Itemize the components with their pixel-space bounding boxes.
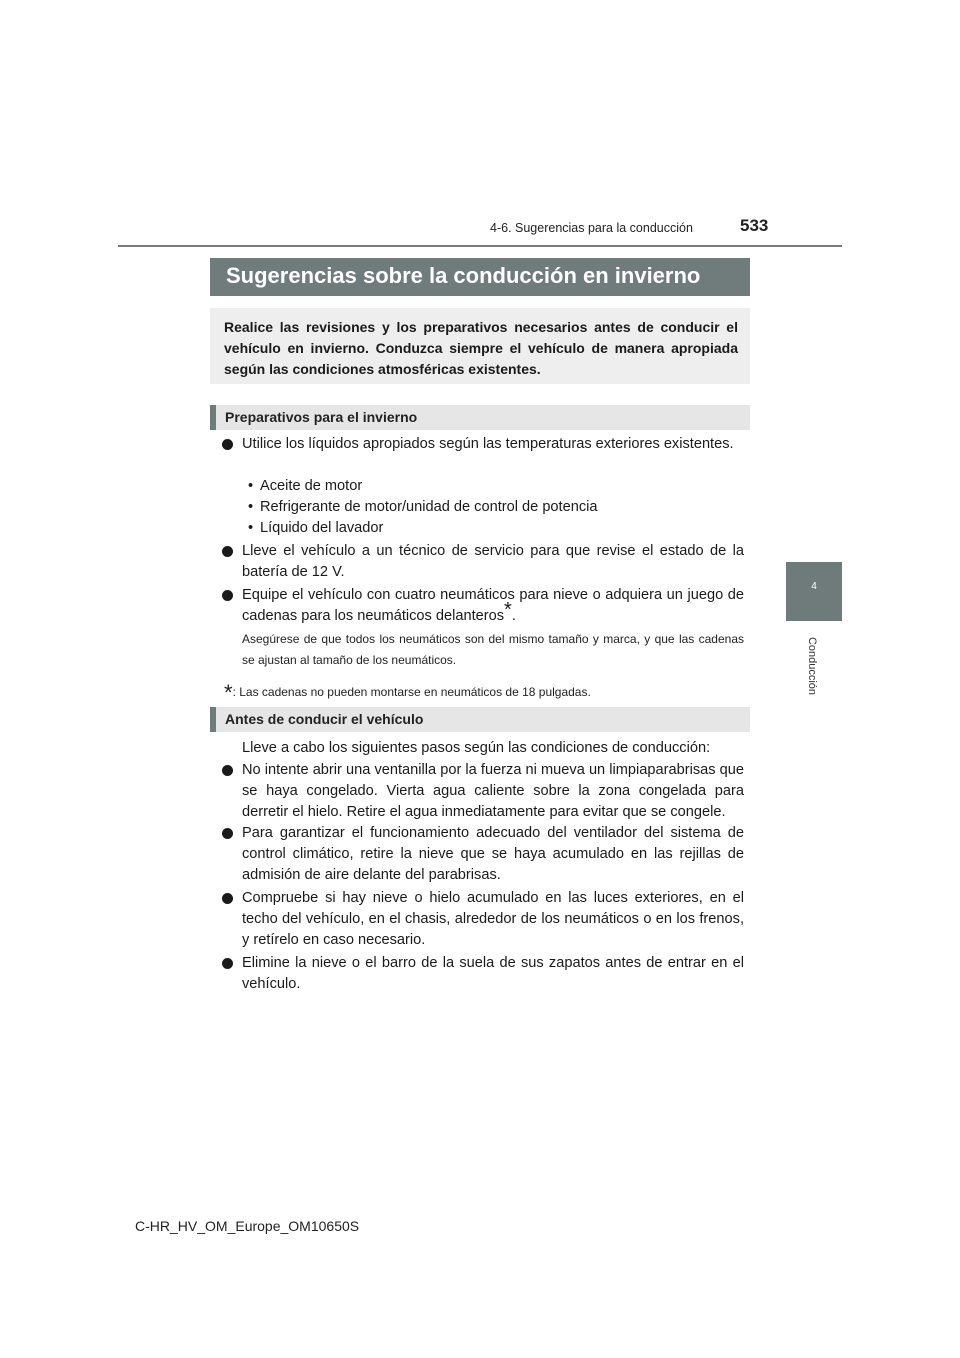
list-item <box>222 541 744 583</box>
list-item-text: Para garantizar el funcionamiento adecuado del ventilador del sistema de control climático, retire la nieve que se haya acumulado en las rejillas de admisión de aire delante del parabrisas. <box>242 825 744 883</box>
chapter-label: Conducción <box>806 636 818 696</box>
list-item-text: Utilice los líquidos apropiados según las temperaturas exteriores existentes. <box>242 436 734 452</box>
list-item <box>222 434 744 455</box>
note-text: Asegúrese de que todos los neumáticos son del mismo tamaño y marca, y que las cadenas se ajustan al tamaño de los neumáticos. <box>242 632 744 667</box>
section-heading-text: Preparativos para el invierno <box>225 409 418 425</box>
page-number: 533 <box>740 216 769 235</box>
list-item-text: Lleve el vehículo a un técnico de servicio para que revise el estado de la batería de 12 V. <box>242 543 744 580</box>
chapter-number: 4 <box>811 581 817 592</box>
bullet-dot-icon <box>222 765 233 776</box>
list-item-text-container <box>242 585 744 627</box>
asterisk-mark: * <box>504 599 512 622</box>
footnote-text: : Las cadenas no pueden montarse en neumáticos de 18 pulgadas. <box>232 685 591 699</box>
section-intro-text: Lleve a cabo los siguientes pasos según las condiciones de conducción: <box>242 740 711 756</box>
bullet-dot-icon <box>222 590 233 601</box>
section-heading-bar <box>210 405 216 430</box>
list-item <box>222 953 744 995</box>
list-item-end: . <box>511 608 516 624</box>
bullet-dot-icon <box>222 439 233 450</box>
list-item <box>222 585 744 627</box>
list-item <box>222 760 744 823</box>
sub-list-item: • Aceite de motor <box>252 476 362 497</box>
document-code-footer: C-HR_HV_OM_Europe_OM10650S <box>135 1218 360 1234</box>
list-item-text: No intente abrir una ventanilla por la fuerza ni mueva un limpiaparabrisas que se haya congelado. Vierta agua caliente sobre la zona congelada para derretir el hielo. Retire el agua inmediatamente para evitar que se congele. <box>242 762 744 820</box>
list-item-text: Elimine la nieve o el barro de la suela de sus zapatos antes de entrar en el vehículo. <box>242 955 744 992</box>
section-heading-winter-prep <box>210 405 750 430</box>
list-item <box>222 888 744 951</box>
bullet-dot-icon <box>222 893 233 904</box>
list-item-text: Equipe el vehículo con cuatro neumáticos para nieve o adquiera un juego de cadenas para los neumáticos delanteros <box>242 587 744 624</box>
chapter-label-container <box>776 630 848 702</box>
section-heading-bar <box>210 707 216 732</box>
footnote-asterisk: * <box>224 680 233 705</box>
section-heading-text: Antes de conducir el vehículo <box>225 711 424 727</box>
bullet-dot-icon <box>222 958 233 969</box>
chapter-tab <box>786 562 842 621</box>
bullet-dot-icon <box>222 828 233 839</box>
sub-list-item: • Líquido del lavador <box>252 518 383 539</box>
sub-list-item: • Refrigerante de motor/unidad de control de potencia <box>252 497 598 518</box>
page-title: Sugerencias sobre la conducción en invierno <box>226 263 701 288</box>
page-title-bar <box>210 258 750 296</box>
header-divider <box>118 245 842 247</box>
list-item <box>222 823 744 886</box>
footnote <box>224 676 591 705</box>
intro-box <box>210 308 750 384</box>
section-heading-before-driving <box>210 707 750 732</box>
header-section-title: 4-6. Sugerencias para la conducción <box>490 221 693 235</box>
bullet-dot-icon <box>222 546 233 557</box>
intro-text: Realice las revisiones y los preparativos necesarios antes de conducir el vehículo en invierno. Conduzca siempre el vehículo de manera apropiada según las condiciones atmosféricas existentes. <box>224 319 738 377</box>
list-item-text: Compruebe si hay nieve o hielo acumulado en las luces exteriores, en el techo del vehículo, en el chasis, alrededor de los neumáticos o en los frenos, y retírelo en caso necesario. <box>242 890 744 948</box>
